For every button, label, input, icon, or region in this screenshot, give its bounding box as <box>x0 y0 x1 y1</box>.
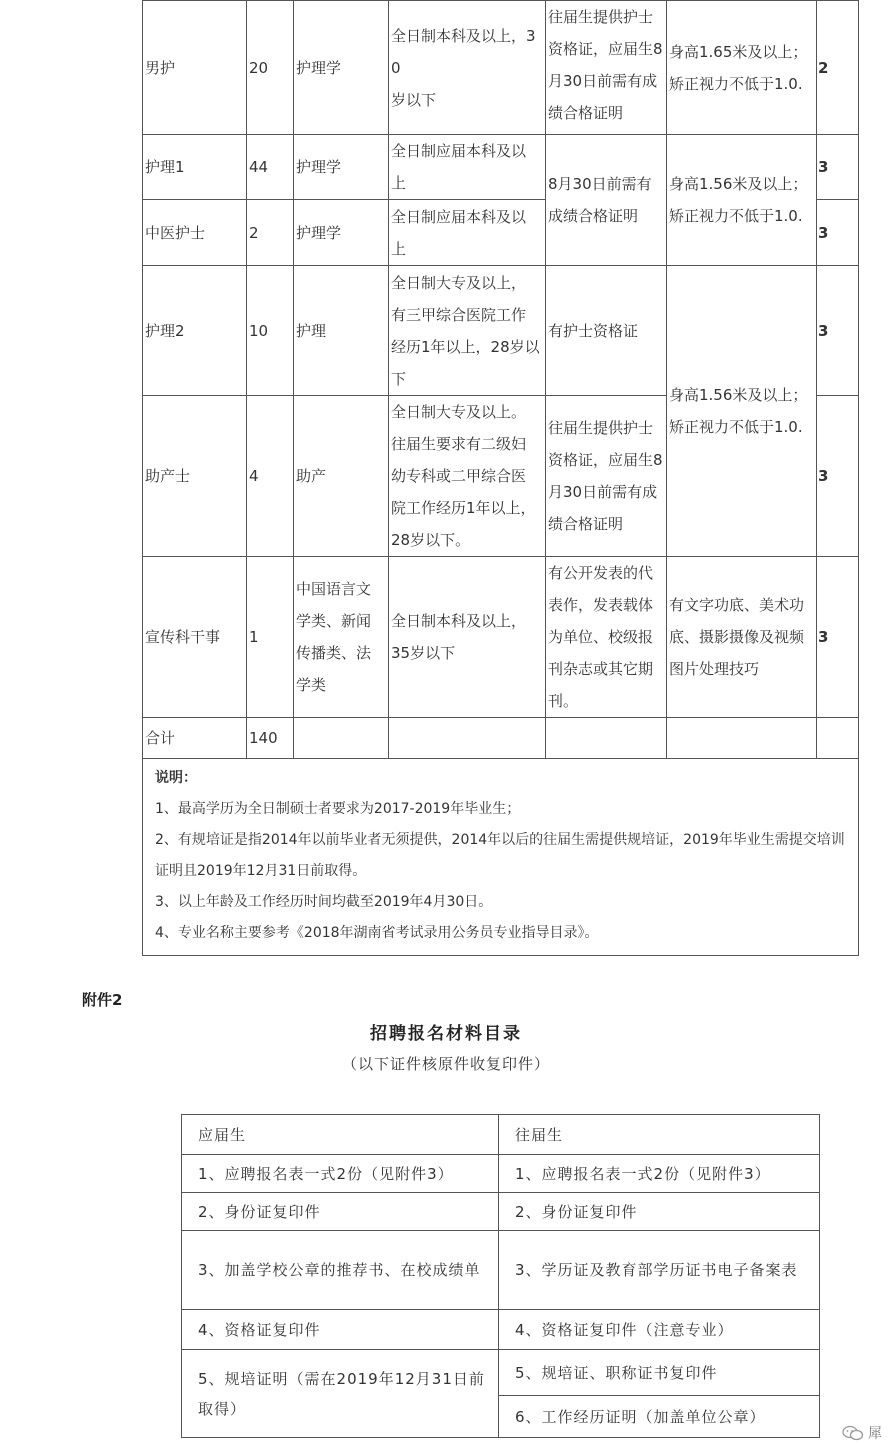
qualification-line: 月30日前需有成 <box>548 483 658 501</box>
education-line: 有三甲综合医院工作 <box>391 305 527 324</box>
other-line: 身高1.56米及以上； <box>669 386 808 404</box>
materials-cell: 5、规培证明（需在2019年12月31日前取得） <box>182 1350 499 1438</box>
education-line: 幼专科或二甲综合医 <box>391 467 527 485</box>
education-line: 岁以下 <box>391 90 437 109</box>
position-extra: 3 <box>817 396 859 557</box>
position-qualification <box>546 1 667 135</box>
materials-table <box>181 1114 820 1438</box>
notes-row <box>143 759 859 956</box>
other-line: 身高1.65米及以上； <box>669 42 808 61</box>
merged-other <box>667 135 817 266</box>
qualification-line: 往届生提供护士 <box>548 419 654 437</box>
position-education <box>389 135 546 200</box>
qualification-line: 为单位、校级报 <box>548 628 654 646</box>
position-count: 4 <box>247 396 294 557</box>
materials-row <box>182 1350 820 1396</box>
qualification-line: 刊。 <box>548 692 579 710</box>
position-name: 中医护士 <box>143 200 247 266</box>
materials-cell: 6、工作经历证明（加盖单位公章） <box>499 1396 820 1438</box>
education-line: 下 <box>391 369 407 388</box>
table-row <box>143 266 859 396</box>
major-line: 学类、新闻 <box>296 612 372 630</box>
materials-cell: 4、资格证复印件 <box>182 1310 499 1350</box>
merged-other <box>667 266 817 557</box>
materials-cell: 1、应聘报名表一式2份（见附件3） <box>499 1155 820 1193</box>
empty-cell <box>389 718 546 759</box>
other-line: 矫正视力不低于1.0. <box>669 207 803 225</box>
education-line: 全日制大专及以上。 <box>391 403 527 421</box>
qualification-line: 资格证，应届生8 <box>548 40 663 58</box>
qualification-line: 8月30日前需有 <box>548 175 652 193</box>
education-line: 全日制大专及以上， <box>391 273 527 292</box>
qualification-line: 资格证，应届生8 <box>548 451 663 469</box>
position-education <box>389 396 546 557</box>
position-education <box>389 200 546 266</box>
education-line: 上 <box>391 239 407 258</box>
education-line: 全日制应届本科及以 <box>391 207 527 226</box>
qualification-line: 成绩合格证明 <box>548 207 639 225</box>
materials-subtitle: （以下证件核原件收复印件） <box>341 1055 550 1073</box>
recruitment-table <box>142 0 859 956</box>
education-line: 上 <box>391 174 407 192</box>
position-other <box>667 1 817 135</box>
major-line: 中国语言文 <box>296 580 372 598</box>
materials-cell: 1、应聘报名表一式2份（见附件3） <box>182 1155 499 1193</box>
other-line: 图片处理技巧 <box>669 660 760 678</box>
note-item: 3、以上年龄及工作经历时间均截至2019年4月30日。 <box>155 894 493 910</box>
watermark <box>842 1418 892 1447</box>
notes-title: 说明： <box>155 770 197 786</box>
position-major: 护理学 <box>294 135 389 200</box>
materials-title: 招聘报名材料目录 <box>370 1024 522 1044</box>
qualification-line: 月30日前需有成 <box>548 72 658 90</box>
education-line: 院工作经历1年以上， <box>391 499 536 517</box>
major-line: 传播类、法 <box>296 644 372 662</box>
total-count: 140 <box>247 718 294 759</box>
position-major: 助产 <box>294 396 389 557</box>
position-extra: 3 <box>817 200 859 266</box>
materials-cell: 4、资格证复印件（注意专业） <box>499 1310 820 1350</box>
position-qualification <box>546 266 667 396</box>
other-line: 底、摄影摄像及视频 <box>669 628 805 646</box>
attachment-label: 附件2 <box>82 991 123 1009</box>
empty-cell <box>546 718 667 759</box>
notes-cell <box>143 759 859 956</box>
table-row <box>143 135 859 200</box>
materials-cell: 3、学历证及教育部学历证书电子备案表 <box>499 1231 820 1310</box>
education-line: 28岁以下。 <box>391 531 471 549</box>
position-education <box>389 1 546 135</box>
position-name: 男护 <box>143 1 247 135</box>
note-item: 2、有规培证是指2014年以前毕业者无须提供，2014年以后的往届生需提供规培证，2019年毕业生需提交培训证明且2019年12月31日前取得。 <box>155 832 845 879</box>
position-major: 护理 <box>294 266 389 396</box>
position-qualification <box>546 396 667 557</box>
position-name: 助产士 <box>143 396 247 557</box>
watermark-text: 犀 <box>868 1425 882 1442</box>
major-line: 学类 <box>296 676 327 694</box>
other-line: 矫正视力不低于1.0. <box>669 418 803 436</box>
education-line: 全日制本科及以上， <box>391 612 527 630</box>
other-line: 身高1.56米及以上； <box>669 175 808 193</box>
qualification-line: 有护士资格证 <box>548 321 639 340</box>
materials-header: 应届生 <box>182 1115 499 1155</box>
position-count: 20 <box>247 1 294 135</box>
materials-row <box>182 1155 820 1193</box>
materials-cell: 2、身份证复印件 <box>182 1193 499 1231</box>
materials-cell: 3、加盖学校公章的推荐书、在校成绩单 <box>182 1231 499 1310</box>
position-education <box>389 557 546 718</box>
position-other <box>667 557 817 718</box>
position-count: 44 <box>247 135 294 200</box>
note-item: 1、最高学历为全日制硕士者要求为2017-2019年毕业生； <box>155 801 521 817</box>
materials-cell: 5、规培证、职称证书复印件 <box>499 1350 820 1396</box>
position-education <box>389 266 546 396</box>
position-extra: 3 <box>817 135 859 200</box>
merged-qualification <box>546 135 667 266</box>
note-item: 4、专业名称主要参考《2018年湖南省考试录用公务员专业指导目录》。 <box>155 925 599 941</box>
other-line: 有文字功底、美术功 <box>669 596 805 614</box>
wechat-icon <box>842 1425 864 1441</box>
position-count: 1 <box>247 557 294 718</box>
position-extra: 3 <box>817 266 859 396</box>
position-name: 护理2 <box>143 266 247 396</box>
table-row <box>143 1 859 135</box>
position-major: 护理学 <box>294 1 389 135</box>
materials-row <box>182 1310 820 1350</box>
qualification-line: 绩合格证明 <box>548 515 624 533</box>
qualification-line: 刊杂志或其它期 <box>548 660 654 678</box>
position-count: 10 <box>247 266 294 396</box>
empty-cell <box>667 718 817 759</box>
other-line: 矫正视力不低于1.0. <box>669 74 803 93</box>
position-qualification <box>546 557 667 718</box>
position-major: 护理学 <box>294 200 389 266</box>
empty-cell <box>294 718 389 759</box>
position-count: 2 <box>247 200 294 266</box>
position-major <box>294 557 389 718</box>
materials-row <box>182 1193 820 1231</box>
materials-header-row <box>182 1115 820 1155</box>
education-line: 往届生要求有二级妇 <box>391 435 527 453</box>
materials-cell: 2、身份证复印件 <box>499 1193 820 1231</box>
education-line: 35岁以下 <box>391 644 456 662</box>
qualification-line: 往届生提供护士 <box>548 8 654 26</box>
materials-row <box>182 1231 820 1310</box>
qualification-line: 表作，发表载体 <box>548 596 654 614</box>
total-label: 合计 <box>143 718 247 759</box>
position-extra: 3 <box>817 557 859 718</box>
qualification-line: 有公开发表的代 <box>548 564 654 582</box>
empty-cell <box>817 718 859 759</box>
materials-header: 往届生 <box>499 1115 820 1155</box>
education-line: 全日制本科及以上，30 <box>391 26 536 77</box>
position-extra: 2 <box>817 1 859 135</box>
table-row <box>143 557 859 718</box>
education-line: 全日制应届本科及以 <box>391 142 527 160</box>
position-name: 宣传科干事 <box>143 557 247 718</box>
education-line: 经历1年以上，28岁以 <box>391 337 540 356</box>
qualification-line: 绩合格证明 <box>548 104 624 122</box>
total-row <box>143 718 859 759</box>
position-name: 护理1 <box>143 135 247 200</box>
